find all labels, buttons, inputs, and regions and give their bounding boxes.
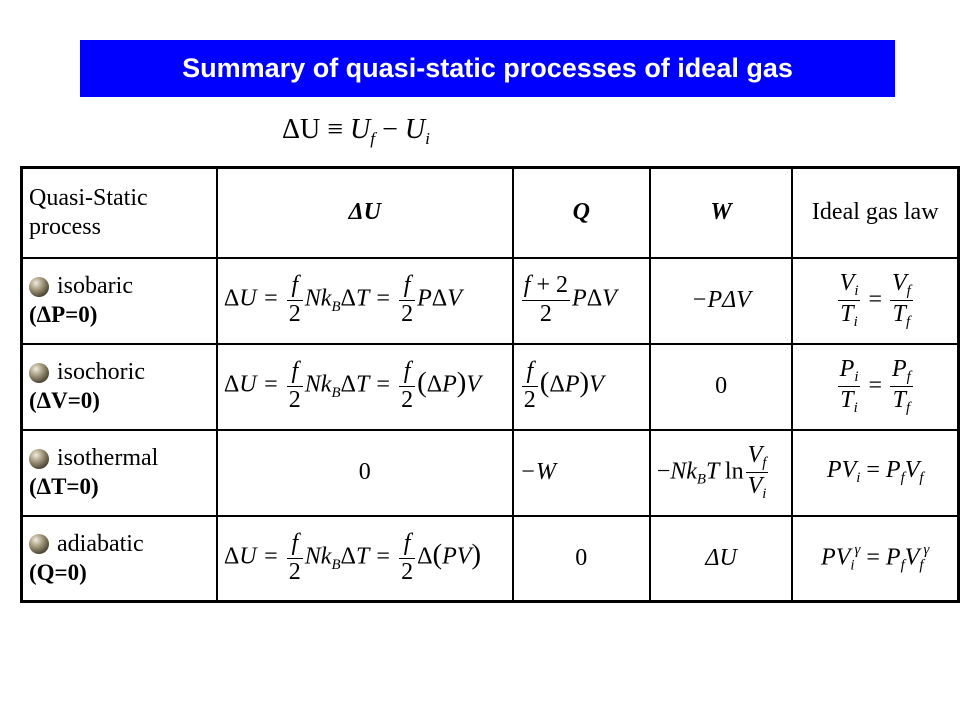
formula-law-adiabatic: $PV_i^\gamma = P_fV_f^\gamma$ [792,516,958,602]
bullet-icon [29,534,49,554]
header-w-label: W [710,199,732,226]
table-row [22,344,959,430]
value-q-isothermal: −W [519,459,556,486]
definition-minus: − [382,114,398,145]
formula-q-isochoric: $\frac{f}{2}$ (ΔP)V [513,344,650,430]
definition-u-initial: U [404,114,426,145]
bullet-icon [29,363,49,383]
bullet-icon [29,277,49,297]
table-row [22,430,959,516]
formula-du-isobaric: ΔU = $\frac{f}{2}$ $Nk_B\Delta T$ = $\frac{f}{2}$ PΔV [217,258,513,344]
bullet-icon [29,449,49,469]
formula-w-isobaric [650,258,793,344]
table-row [22,258,959,344]
header-delta-u [217,168,513,258]
definition-u-final: U [350,114,371,145]
value-w-isochoric: 0 [715,373,728,400]
table-row [22,516,959,602]
formula-du-isothermal [217,430,513,516]
process-summary-table [20,166,960,603]
definition-lhs: ΔU [282,114,321,145]
definition-equiv: ≡ [327,114,344,145]
formula-du-isochoric: ΔU = $\frac{f}{2}$ $Nk_B\Delta T$ = $\frac{f}{2}$ (ΔP)V [217,344,513,430]
process-condition-isobaric: (ΔP=0) [29,302,98,328]
formula-w-isothermal: $-Nk_BT$ ln $\frac{V_f}{V_i}$ [650,430,793,516]
process-cell-isobaric [22,258,217,344]
slide-title-bar [80,40,895,97]
process-cell-isothermal [22,430,217,516]
formula-w-isochoric [650,344,793,430]
definition-f-subscript: f [370,129,376,149]
definition-i-subscript: i [425,129,430,149]
header-process-label: Quasi-Static process [29,184,148,240]
process-name-isochoric: isochoric [57,359,145,386]
process-condition-isothermal: (ΔT=0) [29,474,99,500]
process-condition-isochoric: (ΔV=0) [29,388,100,414]
value-w-adiabatic: ΔU [705,544,737,571]
process-condition-adiabatic: (Q=0) [29,559,87,585]
formula-law-isothermal: $PV_i = P_fV_f$ [792,430,958,516]
formula-du-adiabatic: ΔU = $\frac{f}{2}$ $Nk_B\Delta T$ = $\frac{f}{2}$ Δ(PV) [217,516,513,602]
formula-law-isochoric: $\frac{P_i}{T_i}$ = $\frac{P_f}{T_f}$ [792,344,958,430]
formula-q-isothermal [513,430,650,516]
table-header-row [22,168,959,258]
value-q-adiabatic: 0 [575,544,588,571]
formula-w-adiabatic [650,516,793,602]
value-w-isobaric: −PΔV [691,287,751,314]
slide-title: Summary of quasi-static processes of ideal gas [182,53,793,83]
header-ideal-gas-law-label: Ideal gas law [811,199,939,226]
process-name-adiabatic: adiabatic [57,531,144,558]
header-process [22,168,217,258]
header-ideal-gas-law [792,168,958,258]
process-cell-adiabatic [22,516,217,602]
formula-law-isobaric: $\frac{V_i}{T_i}$ = $\frac{V_f}{T_f}$ [792,258,958,344]
formula-q-adiabatic [513,516,650,602]
header-q [513,168,650,258]
header-w [650,168,793,258]
process-name-isobaric: isobaric [57,273,133,300]
delta-u-definition [282,114,430,149]
value-du-isothermal: 0 [358,459,371,486]
header-delta-u-label: ΔU [348,199,381,226]
process-cell-isochoric [22,344,217,430]
header-q-label: Q [572,199,590,226]
process-name-isothermal: isothermal [57,445,159,472]
formula-q-isobaric: $\frac{f + 2}{2}$ PΔV [513,258,650,344]
